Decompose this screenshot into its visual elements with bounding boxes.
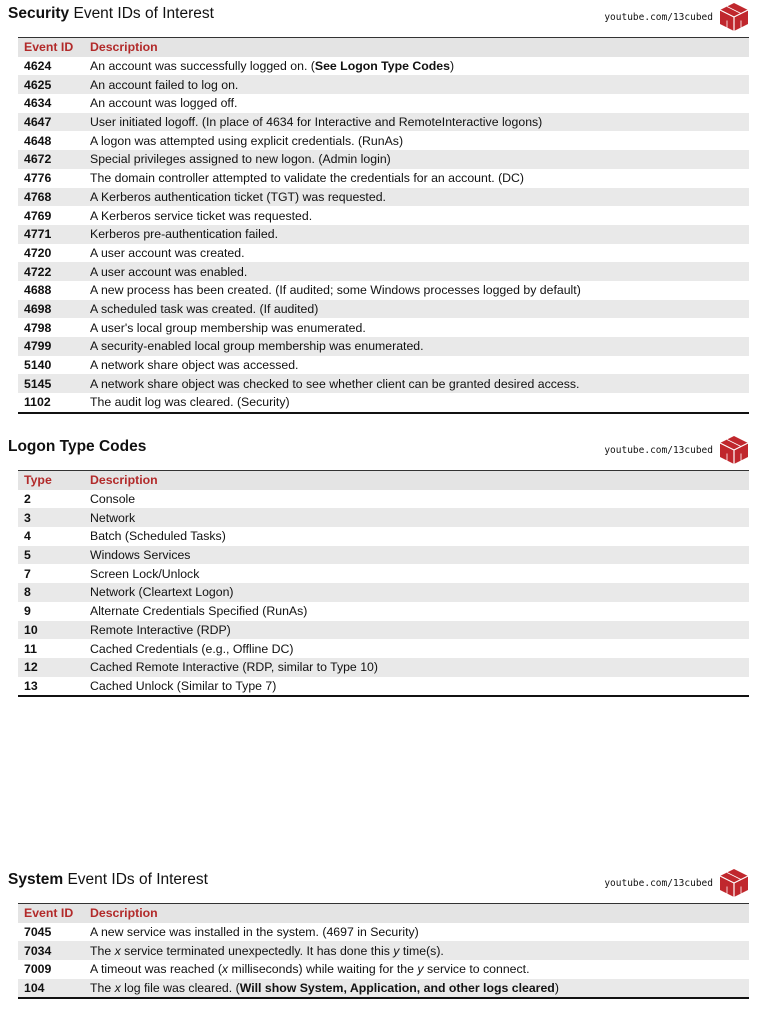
row-description — [84, 677, 749, 697]
table-row — [18, 639, 749, 658]
description-text: Console — [90, 492, 136, 507]
description-text: time(s). — [399, 943, 444, 958]
row-id: 4647 — [24, 115, 52, 130]
description-text: ) — [554, 981, 559, 996]
logon-section — [0, 433, 768, 693]
description-text: A new service was installed in the system. (4697 in Security) — [90, 925, 419, 940]
placeholder-variable: y — [417, 962, 424, 977]
table-row — [18, 583, 749, 602]
row-description — [84, 57, 749, 76]
col-header-description: Description — [90, 473, 158, 488]
row-description — [84, 188, 749, 207]
brand-url: youtube.com/13cubed — [604, 877, 713, 889]
row-description — [84, 979, 749, 999]
description-text: Cached Remote Interactive (RDP, similar to Type 10) — [90, 660, 378, 675]
row-id: 5 — [24, 548, 31, 563]
row-id: 104 — [24, 981, 45, 996]
row-id: 7034 — [24, 943, 52, 958]
table-header-row — [18, 471, 749, 490]
security-title: Security Event IDs of Interest — [8, 5, 214, 22]
row-id: 4768 — [24, 189, 52, 204]
row-description — [84, 225, 749, 244]
logon-table — [18, 470, 749, 697]
description-emphasis: See Logon Type Codes — [314, 59, 450, 74]
description-text: The domain controller attempted to validate the credentials for an account. (DC) — [90, 171, 525, 186]
table-row — [18, 393, 749, 413]
row-description — [84, 546, 749, 565]
row-description — [84, 281, 749, 300]
row-description — [84, 393, 749, 413]
description-text: A user account was created. — [90, 245, 245, 260]
description-text: A user account was enabled. — [90, 264, 248, 279]
row-description — [84, 374, 749, 393]
table-row — [18, 979, 749, 999]
system-title: System Event IDs of Interest — [8, 871, 208, 888]
table-row — [18, 188, 749, 207]
description-text: A timeout was reached ( — [90, 962, 222, 977]
brand-url: youtube.com/13cubed — [604, 444, 713, 456]
row-description — [84, 318, 749, 337]
row-id: 4672 — [24, 152, 52, 167]
table-row — [18, 337, 749, 356]
description-text: A scheduled task was created. (If audited) — [90, 301, 319, 316]
red-cube-logo-icon — [718, 868, 750, 898]
red-cube-logo-icon — [718, 2, 750, 32]
brand — [604, 868, 750, 898]
description-text: service terminated unexpectedly. It has done this — [120, 943, 394, 958]
row-id: 4722 — [24, 264, 52, 279]
table-row — [18, 923, 749, 942]
table-row — [18, 356, 749, 375]
table-header-row — [18, 38, 749, 57]
description-text: A security-enabled local group membership was enumerated. — [90, 339, 424, 354]
row-id: 5145 — [24, 376, 52, 391]
description-emphasis: Will show System, Application, and other logs cleared — [239, 981, 555, 996]
row-id: 7 — [24, 566, 31, 581]
row-id: 4 — [24, 529, 31, 544]
col-header-description: Description — [90, 40, 158, 55]
row-id: 4698 — [24, 301, 52, 316]
row-id: 2 — [24, 492, 31, 507]
row-id: 7009 — [24, 962, 52, 977]
description-text: A logon was attempted using explicit credentials. (RunAs) — [90, 133, 404, 148]
table-row — [18, 527, 749, 546]
description-text: An account was logged off. — [90, 96, 238, 111]
row-id: 4769 — [24, 208, 52, 223]
row-id: 4799 — [24, 339, 52, 354]
table-row — [18, 602, 749, 621]
system-section — [0, 866, 768, 996]
description-text: A Kerberos service ticket was requested. — [90, 208, 313, 223]
row-id: 4720 — [24, 245, 52, 260]
row-id: 9 — [24, 604, 31, 619]
row-id: 13 — [24, 678, 38, 693]
row-description — [84, 508, 749, 527]
description-text: A network share object was checked to see whether client can be granted desired access. — [90, 376, 580, 391]
security-header — [0, 0, 768, 32]
row-description — [84, 527, 749, 546]
table-row — [18, 658, 749, 677]
table-row — [18, 94, 749, 113]
row-id: 11 — [24, 641, 37, 656]
description-text: User initiated logoff. (In place of 4634 for Interactive and RemoteInteractive logons) — [90, 115, 543, 130]
col-header-description: Description — [90, 906, 158, 921]
row-description — [84, 262, 749, 281]
table-row — [18, 677, 749, 697]
system-header — [0, 866, 768, 898]
row-id: 5140 — [24, 358, 52, 373]
brand — [604, 435, 750, 465]
placeholder-variable: x — [114, 981, 121, 996]
table-row — [18, 131, 749, 150]
table-row — [18, 941, 749, 960]
row-description — [84, 206, 749, 225]
table-row — [18, 169, 749, 188]
placeholder-variable: x — [221, 962, 229, 977]
description-text: service to connect. — [423, 962, 530, 977]
description-text: Special privileges assigned to new logon. (Admin login) — [90, 152, 391, 167]
row-description — [84, 169, 749, 188]
red-cube-logo-icon — [718, 435, 750, 465]
description-text: A new process has been created. (If audited; some Windows processes logged by default) — [90, 283, 581, 298]
description-text: A Kerberos authentication ticket (TGT) was requested. — [90, 189, 386, 204]
row-id: 4634 — [24, 96, 52, 111]
description-text: A user's local group membership was enumerated. — [90, 320, 366, 335]
description-text: Cached Credentials (e.g., Offline DC) — [90, 641, 294, 656]
table-row — [18, 546, 749, 565]
logon-header — [0, 433, 768, 465]
row-id: 7045 — [24, 925, 52, 940]
description-text: A network share object was accessed. — [90, 358, 299, 373]
row-id: 4798 — [24, 320, 52, 335]
row-description — [84, 131, 749, 150]
row-id: 3 — [24, 510, 31, 525]
col-header-event-id: Event ID — [24, 906, 74, 921]
table-row — [18, 490, 749, 509]
description-text: Screen Lock/Unlock — [90, 566, 200, 581]
description-text: Kerberos pre-authentication failed. — [90, 227, 278, 242]
brand-url: youtube.com/13cubed — [604, 11, 713, 23]
row-id: 12 — [24, 660, 38, 675]
security-table — [18, 37, 749, 414]
description-text-end: ) — [449, 59, 455, 74]
table-row — [18, 564, 749, 583]
description-text: Batch (Scheduled Tasks) — [90, 529, 226, 544]
description-text: Alternate Credentials Specified (RunAs) — [90, 604, 308, 619]
row-description — [84, 564, 749, 583]
row-description — [84, 150, 749, 169]
row-description — [84, 583, 749, 602]
row-description — [84, 621, 749, 640]
row-id: 10 — [24, 622, 38, 637]
logon-title: Logon Type Codes — [8, 438, 147, 455]
row-description — [84, 941, 749, 960]
row-id: 1102 — [24, 395, 51, 410]
row-description — [84, 658, 749, 677]
description-text: The audit log was cleared. (Security) — [90, 395, 290, 410]
row-id: 4625 — [24, 77, 52, 92]
description-text: milliseconds) while waiting for the — [228, 962, 418, 977]
security-section — [0, 0, 768, 410]
table-header-row — [18, 904, 749, 923]
table-row — [18, 508, 749, 527]
table-row — [18, 374, 749, 393]
description-text: An account was successfully logged on. ( — [90, 59, 315, 74]
row-description — [84, 337, 749, 356]
table-row — [18, 150, 749, 169]
row-id: 4648 — [24, 133, 52, 148]
table-row — [18, 960, 749, 979]
row-description — [84, 960, 749, 979]
description-text: Network — [90, 510, 136, 525]
row-description — [84, 113, 749, 132]
col-header-event-id: Event ID — [24, 40, 74, 55]
system-table — [18, 903, 749, 999]
table-row — [18, 244, 749, 263]
placeholder-variable: x — [114, 943, 121, 958]
row-id: 4776 — [24, 171, 52, 186]
row-description — [84, 356, 749, 375]
row-description — [84, 244, 749, 263]
table-row — [18, 75, 749, 94]
table-row — [18, 57, 749, 76]
row-id: 4771 — [24, 227, 52, 242]
row-id: 4624 — [24, 59, 52, 74]
row-description — [84, 300, 749, 319]
row-description — [84, 602, 749, 621]
placeholder-variable: y — [393, 943, 400, 958]
row-description — [84, 490, 749, 509]
description-text: An account failed to log on. — [90, 77, 239, 92]
description-text: Windows Services — [90, 548, 191, 563]
description-text: The — [90, 981, 115, 996]
row-id: 8 — [24, 585, 31, 600]
table-row — [18, 300, 749, 319]
col-header-type: Type — [24, 473, 52, 488]
brand — [604, 2, 750, 32]
description-text: log file was cleared. ( — [120, 981, 240, 996]
row-description — [84, 75, 749, 94]
table-row — [18, 225, 749, 244]
row-description — [84, 923, 749, 942]
description-text: The — [90, 943, 115, 958]
table-row — [18, 281, 749, 300]
table-row — [18, 113, 749, 132]
row-id: 4688 — [24, 283, 52, 298]
description-text: Cached Unlock (Similar to Type 7) — [90, 678, 277, 693]
table-row — [18, 318, 749, 337]
table-row — [18, 206, 749, 225]
table-row — [18, 262, 749, 281]
row-description — [84, 639, 749, 658]
table-row — [18, 621, 749, 640]
description-text: Network (Cleartext Logon) — [90, 585, 234, 600]
description-text: Remote Interactive (RDP) — [90, 622, 231, 637]
row-description — [84, 94, 749, 113]
